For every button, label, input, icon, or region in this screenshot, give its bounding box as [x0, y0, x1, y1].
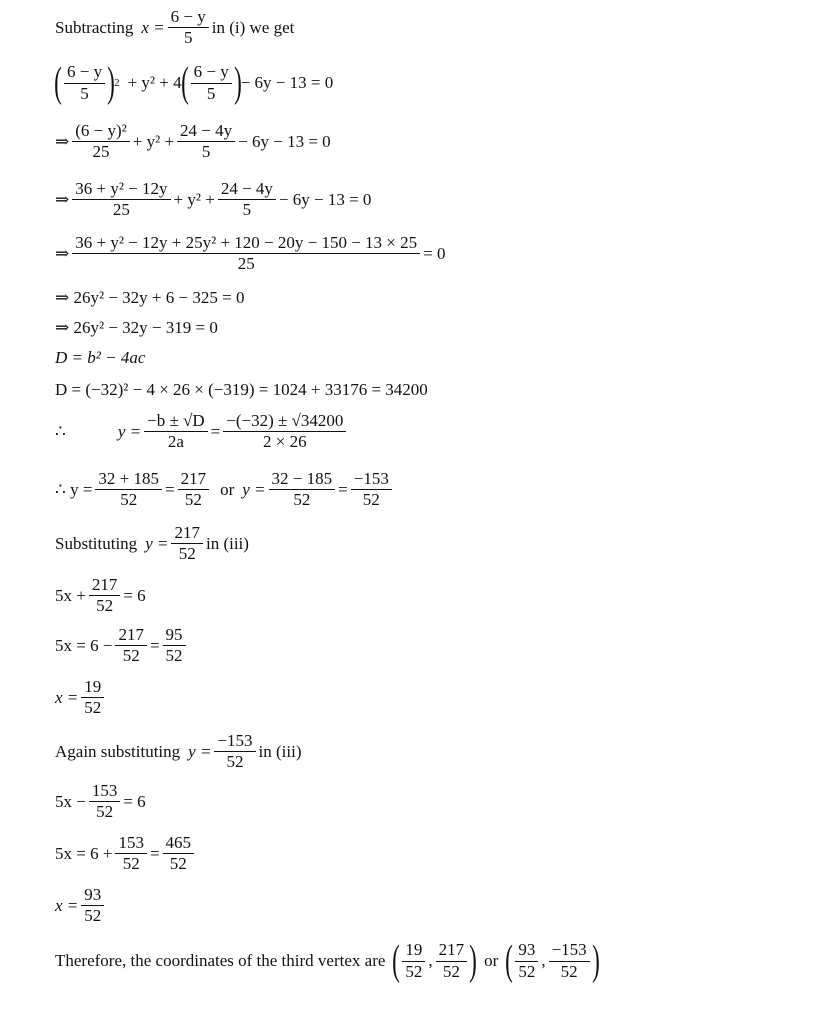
paren: ): [107, 60, 115, 106]
text: Subtracting: [55, 17, 134, 37]
denominator: 52: [178, 544, 196, 564]
denominator: 52: [442, 961, 460, 981]
numerator: −b ± √D: [144, 412, 208, 432]
numerator: 36 + y² − 12y + 25y² + 120 − 20y − 150 − 13 × 25: [72, 234, 420, 254]
fraction: [218, 180, 276, 220]
denominator: 52: [560, 961, 578, 981]
equation-line: [55, 886, 107, 926]
line-subtracting: [55, 8, 294, 48]
text: y =: [188, 741, 212, 761]
text: 5x +: [55, 585, 86, 605]
denominator: 52: [96, 802, 114, 822]
text: in (iii): [205, 533, 249, 553]
paren: ): [591, 938, 600, 984]
fraction: [177, 122, 235, 162]
fraction: [115, 834, 147, 874]
paren: (: [180, 60, 189, 106]
line-conclusion: Therefore, the coordinates of the third vertex are ( $\frac{19}{52}$ , $\frac{217}{52}$ ) or ( $\frac{93}{52}$ , $\frac{-153}{52}$ ): [55, 938, 600, 984]
text: = 6: [123, 791, 146, 811]
fraction: [515, 941, 538, 981]
equation-line: [55, 678, 107, 718]
equation-line: [55, 782, 146, 822]
implies-symbol: ⇒: [55, 189, 70, 209]
fraction: [144, 412, 208, 452]
equation-line: [55, 122, 331, 162]
therefore-symbol: ∴: [55, 421, 66, 441]
denominator: 52: [169, 854, 187, 874]
text: = 0: [423, 243, 446, 263]
fraction: [178, 470, 210, 510]
fraction: [191, 63, 232, 103]
numerator: 217: [171, 524, 203, 544]
denominator: 5: [80, 83, 89, 103]
denominator: 52: [84, 906, 102, 926]
fraction: [64, 63, 105, 103]
equation-line: [55, 318, 218, 338]
numerator: 217: [436, 941, 468, 961]
equation-line: [55, 626, 189, 666]
denominator: 52: [122, 854, 140, 874]
exponent: 2: [114, 77, 120, 89]
fraction: [402, 941, 425, 981]
equation-line: [55, 288, 244, 308]
numerator: 24 − 4y: [177, 122, 235, 142]
denominator: 25: [92, 142, 110, 162]
denominator: 52: [405, 961, 423, 981]
text: or: [220, 479, 235, 499]
denominator: 52: [165, 646, 183, 666]
numerator: 217: [115, 626, 147, 646]
numerator: 153: [115, 834, 147, 854]
numerator: 153: [89, 782, 121, 802]
fraction: [72, 180, 170, 220]
fraction: [72, 122, 130, 162]
text: in (i) we get: [211, 17, 295, 37]
text: ⇒ 26y² − 32y + 6 − 325 = 0: [55, 288, 245, 307]
text: x =: [55, 687, 79, 707]
denominator: 52: [120, 490, 138, 510]
equation-line: [55, 834, 197, 874]
fraction: [72, 234, 420, 274]
fraction: [81, 886, 104, 926]
numerator: (6 − y)²: [72, 122, 130, 142]
fraction: [163, 834, 195, 874]
fraction: [351, 470, 392, 510]
equation-line: [55, 412, 349, 452]
fraction: [223, 412, 346, 452]
paren: ): [233, 60, 242, 106]
numerator: 36 + y² − 12y: [72, 180, 170, 200]
denominator: 52: [84, 698, 102, 718]
denominator: 25: [237, 254, 255, 274]
equation-line: [55, 380, 428, 400]
fraction: [269, 470, 336, 510]
denominator: 5: [206, 83, 216, 103]
numerator: 217: [89, 576, 121, 596]
text: =: [338, 479, 348, 499]
fraction: [549, 941, 590, 981]
text: 5x = 6 −: [55, 635, 113, 655]
denominator: 5: [201, 142, 211, 162]
fraction: [163, 626, 186, 666]
text: or: [484, 951, 499, 970]
implies-symbol: ⇒: [55, 243, 70, 263]
denominator: 52: [184, 490, 202, 510]
text: Therefore, the coordinates of the third vertex are: [55, 951, 386, 970]
text: Again substituting: [55, 741, 181, 761]
numerator: 24 − 4y: [218, 180, 276, 200]
line-substituting: [55, 524, 249, 564]
numerator: 6 − y: [168, 8, 209, 28]
equation-line: [55, 576, 146, 616]
equation-line: [55, 348, 145, 368]
paren: (: [392, 938, 401, 984]
denominator: 52: [293, 490, 311, 510]
text: ∴ y =: [55, 479, 93, 499]
fraction: [436, 941, 468, 981]
equation-line: [55, 180, 371, 220]
numerator: 95: [163, 626, 186, 646]
text: D = (−32)² − 4 × 26 × (−319) = 1024 + 33176 = 34200: [55, 380, 428, 399]
fraction: [168, 8, 209, 48]
numerator: 217: [178, 470, 210, 490]
numerator: −153: [214, 732, 255, 752]
text: 5x = 6 +: [55, 843, 113, 863]
paren: (: [54, 60, 62, 106]
numerator: −(−32) ± √34200: [223, 412, 346, 432]
paren: (: [505, 938, 514, 984]
text: − 6y − 13 = 0: [240, 73, 334, 92]
text: Substituting: [55, 533, 138, 553]
fraction: [89, 782, 121, 822]
denominator: 52: [362, 490, 380, 510]
text: y =: [145, 533, 169, 553]
fraction: [81, 678, 104, 718]
text: in (iii): [258, 741, 302, 761]
equation-line: [55, 62, 333, 104]
fraction: [171, 524, 203, 564]
denominator: 25: [112, 200, 130, 220]
fraction: [89, 576, 121, 616]
fraction: [95, 470, 162, 510]
text: =: [149, 843, 160, 863]
numerator: 19: [81, 678, 104, 698]
numerator: 465: [163, 834, 195, 854]
text: + y² +: [132, 131, 175, 151]
numerator: 32 − 185: [269, 470, 336, 490]
denominator: 52: [226, 752, 244, 772]
text: + y² +: [173, 189, 215, 209]
numerator: 93: [515, 941, 538, 961]
text: =: [149, 635, 160, 655]
numerator: 6 − y: [191, 63, 232, 83]
text: = 6: [123, 585, 146, 605]
text: − 6y − 13 = 0: [238, 131, 331, 151]
equation-line: [55, 470, 395, 510]
text: y =: [117, 421, 142, 441]
denominator: 2a: [167, 432, 184, 452]
implies-symbol: ⇒: [55, 131, 70, 151]
numerator: −153: [549, 941, 590, 961]
text: =: [165, 479, 175, 499]
denominator: 52: [122, 646, 140, 666]
numerator: 6 − y: [64, 63, 105, 83]
numerator: 93: [81, 886, 104, 906]
text: D = b² − 4ac: [55, 348, 146, 367]
paren: ): [469, 938, 478, 984]
text: =: [210, 421, 221, 441]
text: 5x −: [55, 791, 86, 811]
text: y =: [242, 479, 266, 499]
denominator: 52: [518, 961, 536, 981]
denominator: 5: [242, 200, 252, 220]
text: − 6y − 13 = 0: [278, 189, 372, 209]
equation-line: [55, 234, 446, 274]
text: + y² + 4: [127, 73, 182, 92]
fraction: [115, 626, 147, 666]
numerator: 19: [402, 941, 425, 961]
text: x =: [141, 17, 165, 37]
fraction: [214, 732, 255, 772]
numerator: 32 + 185: [95, 470, 162, 490]
text: x =: [55, 895, 79, 915]
line-again-substituting: [55, 732, 302, 772]
text: ⇒ 26y² − 32y − 319 = 0: [55, 318, 218, 337]
numerator: −153: [351, 470, 392, 490]
denominator: 5: [183, 28, 193, 48]
denominator: 52: [96, 596, 114, 616]
denominator: 2 × 26: [263, 432, 307, 452]
